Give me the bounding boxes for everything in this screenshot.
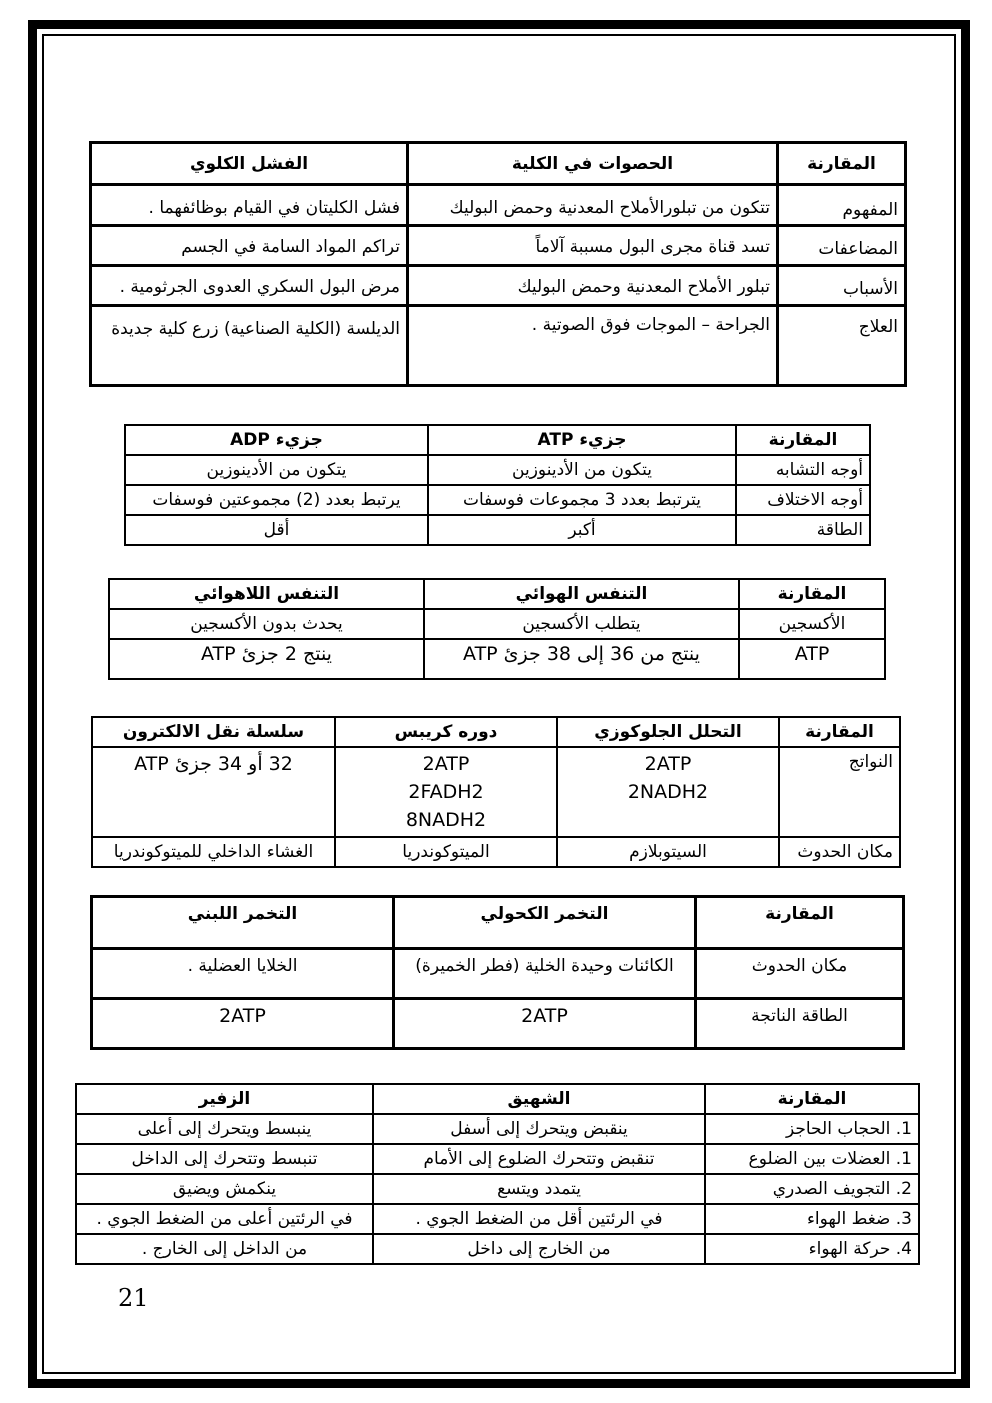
header-cell: المقارنة	[779, 717, 900, 747]
table-cell: يرتبط بعدد (2) مجموعتين فوسفات	[125, 485, 428, 515]
header-cell: المقارنة	[778, 143, 906, 185]
header-cell: جزيء ADP	[125, 425, 428, 455]
table-cell: في الرئتين أعلى من الضغط الجوي .	[76, 1204, 373, 1234]
row-label: الطاقة الناتجة	[696, 999, 904, 1049]
table-cell: فشل الكليتان في القيام بوظائفهما .	[91, 185, 408, 226]
row-label: 2. التجويف الصدري	[705, 1174, 919, 1204]
row-label: مكان الحدوث	[696, 949, 904, 999]
kidney-comparison-table	[89, 141, 907, 387]
product: 2FADH2	[408, 781, 484, 803]
header-cell: التنفس اللاهوائي	[109, 579, 424, 609]
table-cell: ينقبض ويتحرك إلى أسفل	[373, 1114, 705, 1144]
row-label: مكان الحدوث	[779, 837, 900, 867]
table-cell: يتطلب الأكسجين	[424, 609, 739, 639]
table-cell: ينتج 2 جزئ ATP	[109, 639, 424, 679]
row-label: المفهوم	[778, 185, 906, 226]
respiration-table	[108, 578, 886, 680]
header-cell: المقارنة	[696, 897, 904, 949]
table-cell: الخلايا العضلية .	[92, 949, 394, 999]
table-cell: من الداخل إلى الخارج .	[76, 1234, 373, 1264]
table-cell: الديلسة (الكلية الصناعية) زرع كلية جديدة	[91, 306, 408, 386]
table-cell: الغشاء الداخلي للميتوكوندريا	[92, 837, 335, 867]
table-cell: الكائنات وحيدة الخلية (فطر الخميرة)	[394, 949, 696, 999]
table-cell: السيتوبلازم	[557, 837, 779, 867]
row-label: المضاعفات	[778, 226, 906, 266]
table-cell: من الخارج إلى داخل	[373, 1234, 705, 1264]
header-cell: التحلل الجلوكوزي	[557, 717, 779, 747]
breathing-table	[75, 1083, 920, 1265]
table-cell: ينتج من 36 إلى 38 جزئ ATP	[424, 639, 739, 679]
row-label: أوجه الاختلاف	[736, 485, 870, 515]
table-cell: ينكمش ويضيق	[76, 1174, 373, 1204]
header-cell: الحصوات في الكلية	[408, 143, 778, 185]
table-cell: أكبر	[428, 515, 736, 545]
table-cell: يحدث بدون الأكسجين	[109, 609, 424, 639]
header-cell: التخمر اللبني	[92, 897, 394, 949]
table-cell: الميتوكوندريا	[335, 837, 557, 867]
header-cell: جزيء ATP	[428, 425, 736, 455]
table-cell: يترتبط بعدد 3 مجموعات فوسفات	[428, 485, 736, 515]
row-label: 3. ضغط الهواء	[705, 1204, 919, 1234]
header-cell: التخمر الكحولي	[394, 897, 696, 949]
table-cell: مرض البول السكري العدوى الجرثومية .	[91, 266, 408, 306]
table-cell: يتمدد ويتسع	[373, 1174, 705, 1204]
table-cell: 2ATP	[92, 999, 394, 1049]
table-cell: تنقبض وتتحرك الضلوع إلى الأمام	[373, 1144, 705, 1174]
glycolysis-products	[557, 747, 779, 837]
atp-adp-table	[124, 424, 871, 546]
header-cell: المقارنة	[739, 579, 885, 609]
header-cell: التنفس الهوائي	[424, 579, 739, 609]
row-label: الأكسجين	[739, 609, 885, 639]
row-label: الأسباب	[778, 266, 906, 306]
row-label: أوجه التشابه	[736, 455, 870, 485]
product: 2ATP	[422, 753, 470, 775]
header-cell: الزفير	[76, 1084, 373, 1114]
row-label: 1. الحجاب الحاجز	[705, 1114, 919, 1144]
header-cell: الفشل الكلوي	[91, 143, 408, 185]
table-cell: يتكون من الأدينوزين	[428, 455, 736, 485]
table-cell: ينبسط ويتحرك إلى أعلى	[76, 1114, 373, 1144]
table-cell: تنبسط وتتحرك إلى الداخل	[76, 1144, 373, 1174]
row-label: 4. حركة الهواء	[705, 1234, 919, 1264]
table-cell: تسد قناة مجرى البول مسببة آلاماً	[408, 226, 778, 266]
table-cell: تراكم المواد السامة في الجسم	[91, 226, 408, 266]
product: 2ATP	[644, 753, 692, 775]
row-label: النواتج	[779, 747, 900, 837]
product: 2NADH2	[627, 781, 709, 803]
table-cell: يتكون من الأدينوزين	[125, 455, 428, 485]
row-label: العلاج	[778, 306, 906, 386]
header-cell: دوره كريبس	[335, 717, 557, 747]
table-cell: أقل	[125, 515, 428, 545]
respiration-stages-table	[91, 716, 901, 868]
table-cell: تبلور الأملاح المعدنية وحمض البوليك	[408, 266, 778, 306]
header-cell: سلسلة نقل الالكترون	[92, 717, 335, 747]
krebs-products	[335, 747, 557, 837]
page-number: 21	[118, 1284, 149, 1312]
table-cell: في الرئتين أقل من الضغط الجوي .	[373, 1204, 705, 1234]
product: 8NADH2	[405, 809, 487, 831]
table-cell: 2ATP	[394, 999, 696, 1049]
row-label: الطاقة	[736, 515, 870, 545]
header-cell: المقارنة	[705, 1084, 919, 1114]
etc-products: 32 أو 34 جزئ ATP	[92, 747, 335, 837]
header-cell: المقارنة	[736, 425, 870, 455]
fermentation-table	[90, 895, 905, 1050]
table-cell: الجراحة – الموجات فوق الصوتية .	[408, 306, 778, 386]
row-label: ATP	[739, 639, 885, 679]
table-cell: تتكون من تبلورالأملاح المعدنية وحمض البوليك	[408, 185, 778, 226]
header-cell: الشهيق	[373, 1084, 705, 1114]
row-label: 1. العضلات بين الضلوع	[705, 1144, 919, 1174]
